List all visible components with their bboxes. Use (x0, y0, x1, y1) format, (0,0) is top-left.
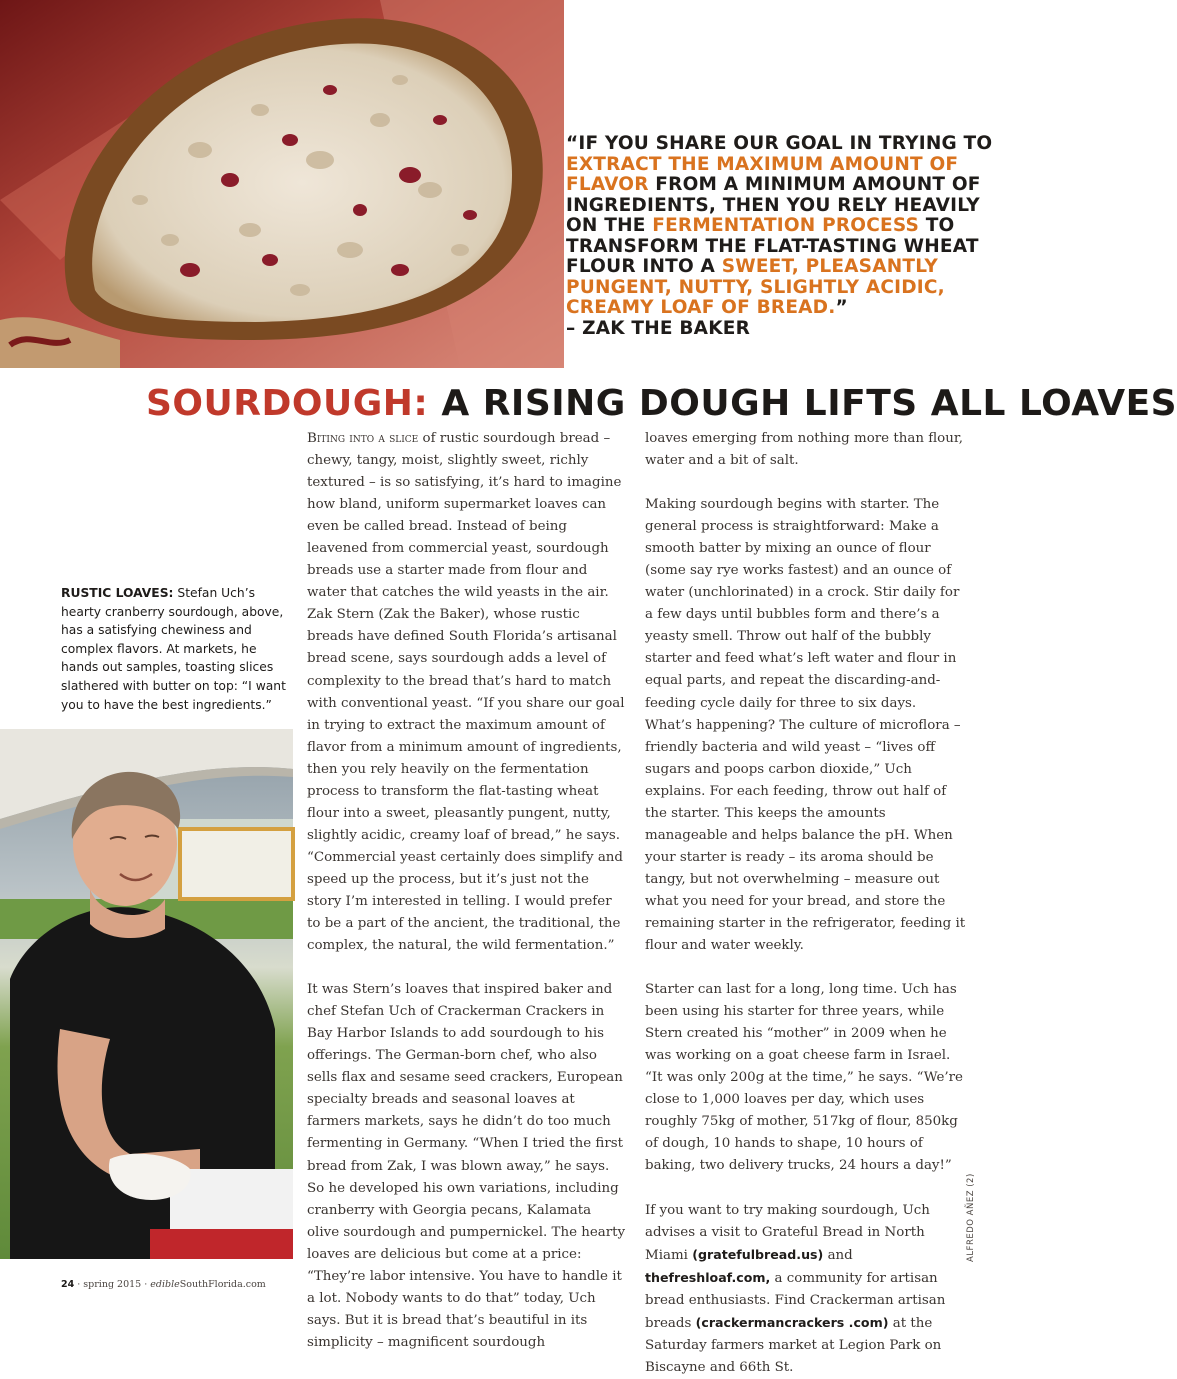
page-footer (61, 1279, 266, 1290)
page-number: 24 (61, 1279, 75, 1290)
link-grateful-bread[interactable]: (gratefulbread.us) (692, 1246, 824, 1262)
headline-rest: A RISING DOUGH LIFTS ALL LOAVES (428, 383, 1177, 424)
article-paragraph-3: loaves emerging from nothing more than flour, water and a bit of salt. (645, 431, 964, 469)
pull-quote-highlight-1: EXTRACT THE MAXIMUM AMOUNT OF FLAVOR (566, 153, 959, 195)
pull-quote-close: ” (835, 297, 848, 318)
chef-photo (0, 729, 293, 1259)
pull-quote-open: “IF YOU SHARE OUR GOAL IN TRYING TO (566, 133, 993, 154)
article-paragraph-1 (307, 428, 627, 957)
article-paragraph-5: Starter can last for a long, long time. Uch has been using his starter for three years, while Stern created his “mother” in 2009 when he was working on a goat cheese farm in Israel. “It was only 200g at the time,” he says. “We’re close to 1,000 loaves per day, which uses roughly 75kg of mother, 517kg of flour, 850kg of dough, 10 hands to shape, 10 hours of baking, two delivery trucks, 24 hours a day!” (645, 982, 963, 1174)
article-paragraph-6-b: and (823, 1247, 853, 1263)
article-lead-in: Biting into a slice (307, 431, 419, 446)
article-paragraph-6 (645, 1200, 967, 1379)
article-paragraph-4: Making sourdough begins with starter. The general process is straightforward: Make a smooth batter by mixing an ounce of flour (some say rye works fastest) and an ounce of water (unchlorinated) in a crock. Stir daily for a few days until bubbles form and there’s a yeasty smell. Throw out half of the bubbly starter and feed what’s left water and flour in equal parts, and repeat the discarding-and-feeding cycle daily for three to six days. What’s happening? The culture of microflora – friendly bacteria and wild yeast – “lives off sugars and poops carbon dioxide,” Uch explains. For each feeding, throw out half of the starter. This keeps the amounts manageable and helps balance the pH. When your starter is ready – its aroma should be tangy, but not overwhelming – measure out what you need for your bread, and store the remaining starter in the refrigerator, feeding it flour and water weekly. (645, 497, 966, 954)
caption-text: Stefan Uch’s hearty cranberry sourdough, above, has a satisfying chewiness and complex flavors. At markets, he hands out samples, toasting slices slathered with butter on top: “I want you to have the best ingredients.” (61, 586, 286, 712)
pull-quote-text-3: TO TRANSFORM THE FLAT-TASTING WHEAT FLOUR INTO A (566, 215, 979, 277)
footer-brand: edible (150, 1279, 180, 1290)
photo-credit: ALFREDO AÑEZ (2) (966, 1173, 976, 1262)
caption-title: RUSTIC LOAVES: (61, 586, 174, 600)
link-crackerman[interactable]: (crackermancrackers .com) (695, 1314, 889, 1330)
bread-illustration (0, 0, 564, 368)
article-paragraph-2: It was Stern’s loaves that inspired baker and chef Stefan Uch of Crackerman Crackers in Bay Harbor Islands to add sourdough to his offerings. The German-born chef, who also sells flax and sesame seed crackers, European specialty breads and seasonal loaves at farmers markets, says he didn’t do too much fermenting in Germany. “When I tried the first bread from Zak, I was blown away,” he says. So he developed his own variations, including cranberry with Georgia pecans, Kalamata olive sourdough and pumpernickel. The hearty loaves are delicious but come at a price: “They’re labor intensive. You have to handle it a lot. Nobody wants to do that” today, Uch says. But it is bread that’s beautiful in its simplicity – magnificent sourdough (307, 982, 626, 1350)
bread-photo (0, 0, 564, 368)
pull-quote (566, 134, 996, 339)
article-headline (146, 383, 1177, 424)
footer-issue: · spring 2015 · (74, 1279, 151, 1290)
article-paragraph-6-a: If you want to try making sourdough, Uch advises a visit to Grateful Bread in North Miami (645, 1202, 930, 1263)
article-column-1 (307, 428, 627, 1354)
headline-accent: SOURDOUGH: (146, 383, 429, 424)
pull-quote-text-2: FROM A MINIMUM AMOUNT OF INGREDIENTS, THEN YOU RELY HEAVILY ON THE (566, 174, 981, 236)
article-paragraph-1-text: of rustic sourdough bread – chewy, tangy, moist, slightly sweet, richly textured – is so satisfying, it’s hard to imagine how bland, uniform supermarket loaves can even be called bread. Instead of being leavened from commercial yeast, sourdough breads use a starter made from flour and water that catches the wild yeasts in the air. Zak Stern (Zak the Baker), whose rustic breads have defined South Florida’s artisanal bread scene, says sourdough adds a level of complexity to the bread that’s hard to match with conventional yeast. “If you share our goal in trying to extract the maximum amount of flavor from a minimum amount of ingredients, then you rely heavily on the fermentation process to transform the flat-tasting wheat flour into a sweet, pleasantly pungent, nutty, slightly acidic, creamy loaf of bread,” he says. “Commercial yeast certainly does simplify and speed up the process, but it’s just not the story I’m interested in telling. I would prefer to be a part of the ancient, the traditional, the complex, the natural, the wild fermentation.” (307, 431, 625, 954)
footer-site: SouthFlorida.com (179, 1279, 266, 1290)
link-fresh-loaf[interactable]: thefreshloaf.com, (645, 1269, 771, 1285)
article-paragraph-6-c: a community for artisan bread enthusiasts. Find Crackerman artisan breads (645, 1270, 946, 1331)
article-column-2 (645, 428, 967, 1379)
photo-caption (61, 584, 287, 714)
chef-illustration (0, 729, 293, 1259)
pull-quote-highlight-3: SWEET, PLEASANTLY PUNGENT, NUTTY, SLIGHTLY ACIDIC, CREAMY LOAF OF BREAD. (566, 256, 945, 318)
pull-quote-attribution: – ZAK THE BAKER (566, 317, 751, 339)
article-paragraph-6-d: at the Saturday farmers market at Legion Park on Biscayne and 66th St. (645, 1315, 942, 1375)
pull-quote-highlight-2: FERMENTATION PROCESS (652, 215, 920, 236)
